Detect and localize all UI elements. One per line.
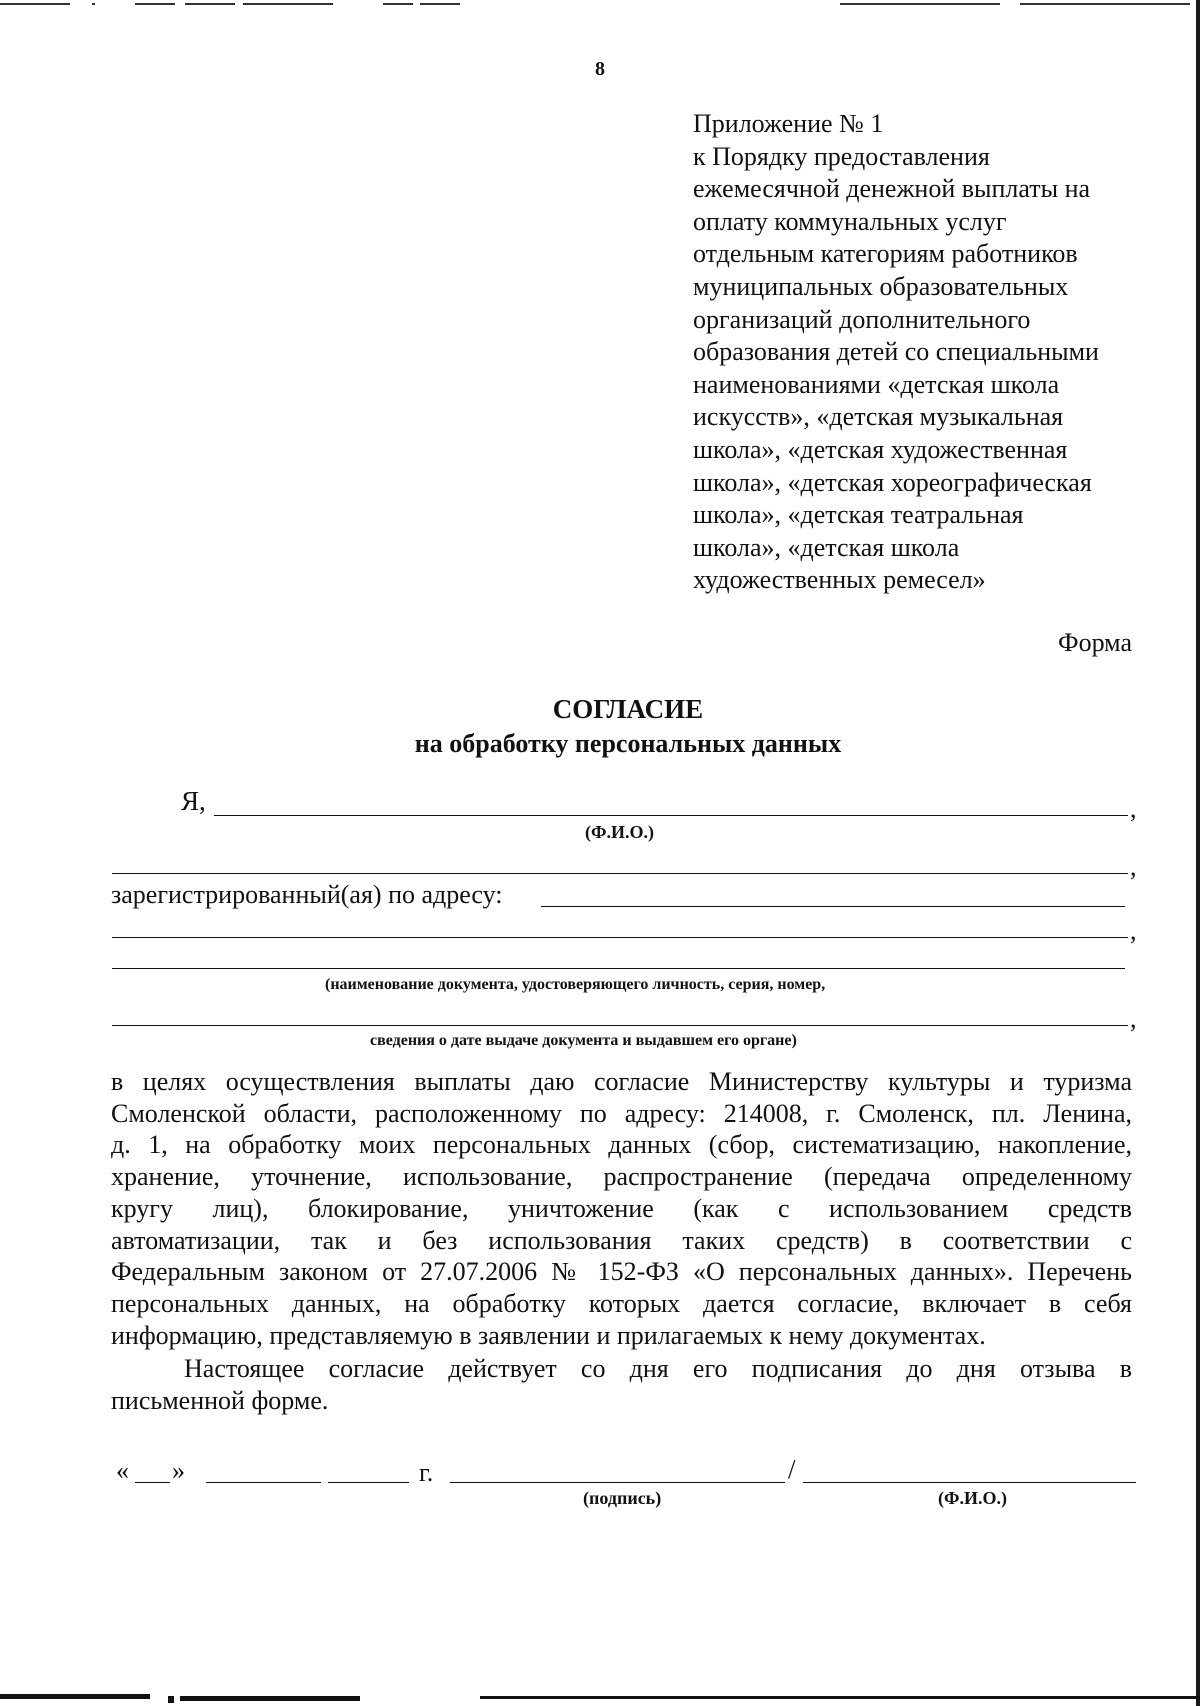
- appendix-line: школа», «детская художественная: [693, 434, 1068, 464]
- appendix-header: [693, 108, 1173, 597]
- address-continuation-field[interactable]: [112, 937, 1128, 938]
- appendix-line: школа», «детская театральная: [693, 500, 1024, 530]
- signature-slash: /: [788, 1454, 796, 1484]
- fio-caption: (Ф.И.О.): [585, 822, 654, 842]
- form-label: Форма: [1058, 628, 1132, 657]
- ya-label: Я,: [181, 786, 206, 816]
- body-line: информацию, представляемую в заявлении и прилагаемых к нему документах.: [111, 1320, 986, 1350]
- signature-field[interactable]: [450, 1482, 785, 1483]
- signature-fio-field[interactable]: [803, 1482, 1136, 1483]
- appendix-line: школа», «детская хореографическая: [693, 467, 1092, 497]
- body-line: в целях осуществления выплаты даю согласие Министерству культуры и туризма: [111, 1067, 1132, 1096]
- signature-caption: (подпись): [583, 1488, 662, 1508]
- body-line: Смоленской области, расположенному по адресу: 214008, г. Смоленск, пл. Ленина,: [111, 1098, 1132, 1128]
- day-field[interactable]: [135, 1482, 170, 1483]
- validity-paragraph: [111, 1353, 1132, 1416]
- appendix-line: школа», «детская школа: [693, 532, 960, 562]
- body-line: Федеральным законом от 27.07.2006 № 152-ФЗ «О персональных данных». Перечень: [111, 1257, 1132, 1287]
- validity-line: письменной форме.: [111, 1385, 329, 1415]
- body-line: д. 1, на обработку моих персональных данных (сбор, систематизацию, накопление,: [111, 1130, 1132, 1160]
- document-issue-field[interactable]: [112, 1025, 1128, 1026]
- appendix-line: наименованиями «детская школа: [693, 369, 1060, 399]
- body-line: автоматизации, так и без использования таких средств) в соответствии с: [111, 1225, 1132, 1255]
- month-field[interactable]: [206, 1482, 321, 1483]
- appendix-line: ежемесячной денежной выплаты на: [693, 174, 1091, 204]
- fio-field[interactable]: [214, 815, 1128, 816]
- appendix-line: отдельным категориям работников: [693, 239, 1078, 269]
- document-issue-caption: сведения о дате выдаче документа и выдавшем его органе): [370, 1032, 797, 1049]
- appendix-line: художественных ремесел»: [693, 565, 986, 595]
- appendix-line: муниципальных образовательных: [693, 271, 1069, 301]
- body-line: кругу лиц), блокирование, уничтожение (как с использованием средств: [111, 1193, 1132, 1223]
- comma: ,: [1130, 794, 1137, 823]
- body-line: хранение, уточнение, использование, распространение (передача определенному: [111, 1162, 1132, 1192]
- page-edge: [1196, 0, 1200, 1706]
- consent-body: [111, 1066, 1132, 1351]
- appendix-line: организаций дополнительного: [693, 304, 1031, 334]
- appendix-line: к Порядку предоставления: [693, 141, 990, 171]
- appendix-line: оплату коммунальных услуг: [693, 206, 1007, 236]
- date-close-quote: »: [172, 1456, 185, 1485]
- appendix-line: образования детей со специальными: [693, 337, 1099, 367]
- page-number: 8: [595, 58, 605, 80]
- document-title: СОГЛАСИЕ: [552, 694, 704, 724]
- document-caption: (наименование документа, удостоверяющего личность, серия, номер,: [325, 976, 826, 993]
- address-label: зарегистрированный(ая) по адресу:: [111, 880, 503, 909]
- year-field[interactable]: [328, 1482, 409, 1483]
- body-line: персональных данных, на обработку которых дается согласие, включает в себя: [111, 1288, 1132, 1318]
- scan-artifact-top: [0, 0, 1200, 8]
- validity-line: Настоящее согласие действует со дня его подписания до дня отзыва в: [184, 1354, 1132, 1383]
- appendix-line: Приложение № 1: [693, 109, 884, 138]
- fio-continuation-field[interactable]: [112, 873, 1128, 874]
- scan-artifact-bottom: [0, 1688, 1200, 1706]
- comma: ,: [1130, 916, 1137, 945]
- year-suffix: г.: [419, 1458, 434, 1487]
- address-field[interactable]: [541, 906, 1125, 907]
- document-subtitle: на обработку персональных данных: [414, 729, 842, 758]
- comma: ,: [1130, 852, 1137, 881]
- signature-fio-caption: (Ф.И.О.): [938, 1488, 1007, 1508]
- date-open-quote: «: [116, 1456, 129, 1485]
- appendix-line: искусств», «детская музыкальная: [693, 402, 1064, 432]
- document-field[interactable]: [112, 968, 1125, 969]
- comma: ,: [1130, 1004, 1137, 1033]
